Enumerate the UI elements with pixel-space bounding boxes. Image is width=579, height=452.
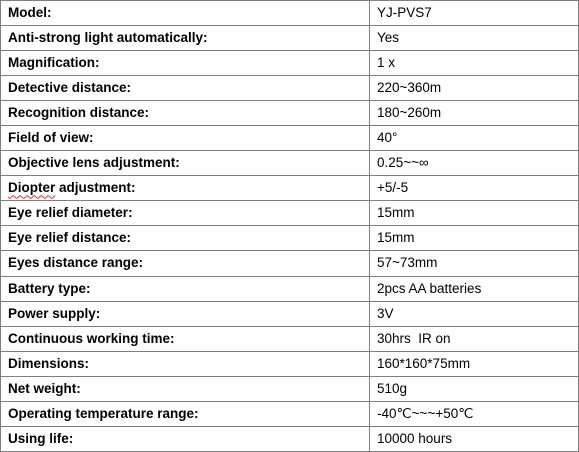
spec-value: 1 x [370, 51, 579, 76]
spec-label: Field of view: [1, 126, 370, 151]
table-row [1, 351, 579, 376]
spec-value: 220~360m [370, 76, 579, 101]
spec-label: Operating temperature range: [1, 401, 370, 426]
spec-label: Net weight: [1, 376, 370, 401]
spec-value: -40℃~~~+50℃ [370, 401, 579, 426]
spec-label-rest: adjustment: [55, 180, 136, 196]
spec-label: Model: [1, 1, 370, 26]
table-row [1, 26, 579, 51]
table-row [1, 226, 579, 251]
table-row [1, 201, 579, 226]
spec-value: 510g [370, 376, 579, 401]
table-row [1, 301, 579, 326]
spec-value: 160*160*75mm [370, 351, 579, 376]
spec-value: +5/-5 [370, 176, 579, 201]
table-row [1, 326, 579, 351]
table-row [1, 76, 579, 101]
table-row [1, 276, 579, 301]
table-row [1, 101, 579, 126]
spec-value: 15mm [370, 226, 579, 251]
spec-label: Using life: [1, 426, 370, 451]
table-row [1, 376, 579, 401]
spec-value: 0.25~~∞ [370, 151, 579, 176]
table-row [1, 151, 579, 176]
spec-value: 15mm [370, 201, 579, 226]
spec-label: Magnification: [1, 51, 370, 76]
spec-label: Objective lens adjustment: [1, 151, 370, 176]
table-row [1, 426, 579, 451]
spec-value: 180~260m [370, 101, 579, 126]
spec-label: Recognition distance: [1, 101, 370, 126]
table-row [1, 176, 579, 201]
spec-label: Battery type: [1, 276, 370, 301]
spec-value: Yes [370, 26, 579, 51]
spec-label: Detective distance: [1, 76, 370, 101]
spec-value: 10000 hours [370, 426, 579, 451]
spec-value: 2pcs AA batteries [370, 276, 579, 301]
spec-value: 30hrs IR on [370, 326, 579, 351]
spec-label: Eye relief diameter: [1, 201, 370, 226]
table-row [1, 126, 579, 151]
spec-value: 57~73mm [370, 251, 579, 276]
spec-label: Power supply: [1, 301, 370, 326]
spec-value: 3V [370, 301, 579, 326]
spec-label: Anti-strong light automatically: [1, 26, 370, 51]
spec-value: 40° [370, 126, 579, 151]
spec-label [1, 176, 370, 201]
spellcheck-underlined-word: Diopter [8, 180, 56, 196]
spec-label: Continuous working time: [1, 326, 370, 351]
spec-label: Dimensions: [1, 351, 370, 376]
table-row [1, 401, 579, 426]
spec-label: Eye relief distance: [1, 226, 370, 251]
table-row [1, 1, 579, 26]
spec-value: YJ-PVS7 [370, 1, 579, 26]
table-row [1, 251, 579, 276]
table-row [1, 51, 579, 76]
spec-label: Eyes distance range: [1, 251, 370, 276]
